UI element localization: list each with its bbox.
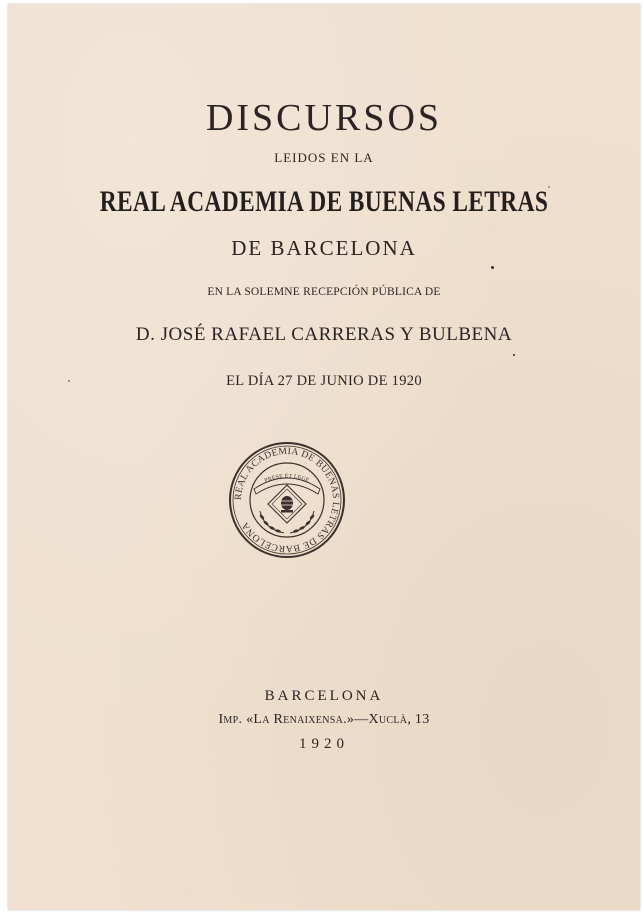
- imprint-printer: Imp. «La Renaixensa.»—Xuclà, 13: [218, 712, 430, 727]
- academy-seal-icon: [228, 441, 346, 559]
- paper-speck: [548, 186, 550, 188]
- paper-speck: [491, 266, 494, 269]
- title-page: [8, 4, 640, 910]
- imprint-year: 1920: [299, 736, 349, 752]
- honoree-name: D. JOSÉ RAFAEL CARRERAS Y BULBENA: [135, 324, 513, 345]
- academy-name: REAL ACADEMIA DE BUENAS LETRAS: [99, 185, 549, 218]
- imprint-city: BARCELONA: [264, 688, 384, 704]
- occasion-text: EN LA SOLEMNE RECEPCIÓN PÚBLICA DE: [207, 286, 441, 298]
- subtitle-leidos: LEIDOS EN LA: [274, 150, 374, 165]
- seal-ring-text: REAL ACADEMIA DE BUENAS LETRAS DE BARCELONA: [232, 445, 342, 555]
- page-title: DISCURSOS: [205, 97, 443, 139]
- paper-speck: [513, 354, 515, 356]
- academy-city: DE BARCELONA: [231, 236, 417, 260]
- event-date: EL DÍA 27 DE JUNIO DE 1920: [226, 373, 422, 389]
- seal-banner-text: PRESE ET LEGE: [263, 473, 311, 485]
- paper-speck: [68, 380, 70, 382]
